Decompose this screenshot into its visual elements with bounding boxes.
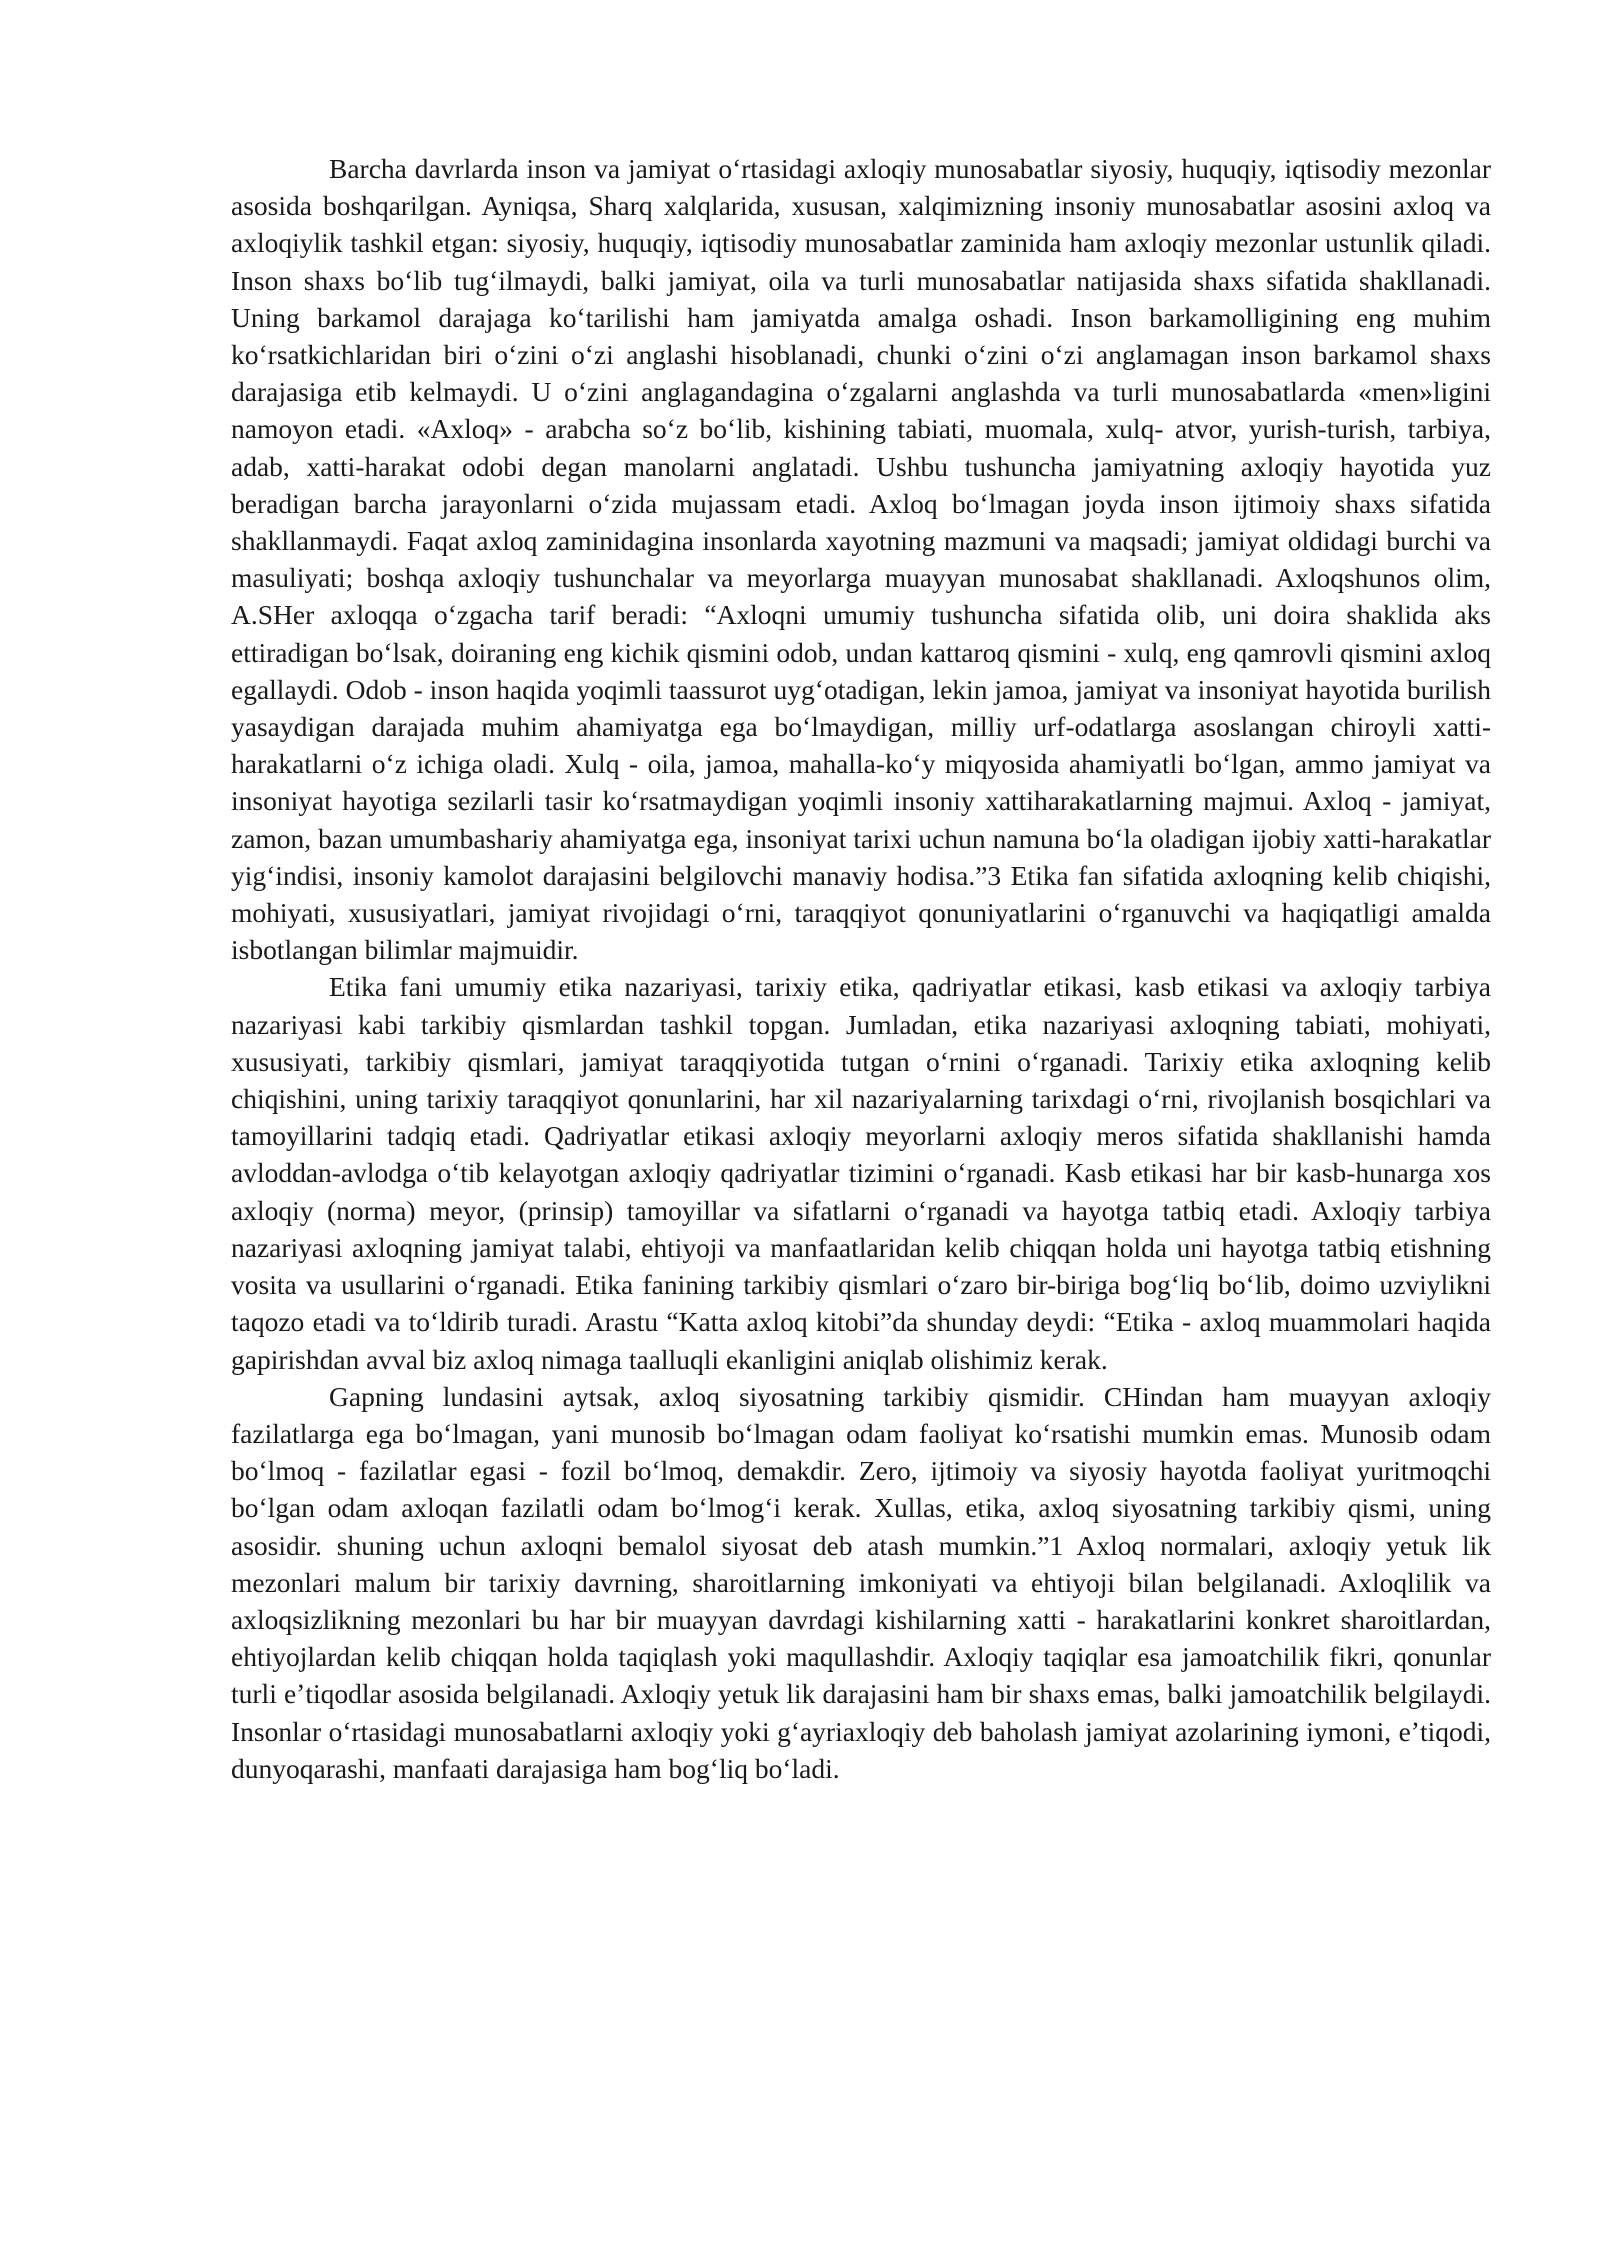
paragraph-3: Gapning lundasini aytsak, axloq siyosatning tarkibiy qismidir. CHindan ham muayyan axloqiy fazilatlarga ega boʻlmagan, yani munosib boʻlmagan odam faoliyat koʻrsatishi mumkin emas. Munosib odam boʻlmoq - fazilatlar egasi - fozil boʻlmoq, demakdir. Zero, ijtimoiy va siyosiy hayotda faoliyat yuritmoqchi boʻlgan odam axloqan fazilatli odam boʻlmogʻi kerak. Xullas, etika, axloq siyosatning tarkibiy qismi, uning asosidir. shuning uchun axloqni bemalol siyosat deb atash mumkin.”1 Axloq normalari, axloqiy yetuk lik mezonlari malum bir tarixiy davrning, sharoitlarning imkoniyati va ehtiyoji bilan belgilanadi. Axloqlilik va axloqsizlikning mezonlari bu har bir muayyan davrdagi kishilarning xatti - harakatlarini konkret sharoitlardan, ehtiyojlardan kelib chiqqan holda taqiqlash yoki maqullashdir. Axloqiy taqiqlar esa jamoatchilik fikri, qonunlar turli eʼtiqodlar asosida belgilanadi. Axloqiy yetuk lik darajasini ham bir shaxs emas, balki jamoatchilik belgilaydi. Insonlar oʻrtasidagi munosabatlarni axloqiy yoki gʻayriaxloqiy deb baholash jamiyat azolarining iymoni, eʼtiqodi, dunyoqarashi, manfaati darajasiga ham bogʻliq boʻladi. (231, 1380, 1491, 1784)
paragraph-1: Barcha davrlarda inson va jamiyat oʻrtasidagi axloqiy munosabatlar siyosiy, huquqiy, iqtisodiy mezonlar asosida boshqarilgan. Ayniqsa, Sharq xalqlarida, xususan, xalqimizning insoniy munosabatlar asosini axloq va axloqiylik tashkil etgan: siyosiy, huquqiy, iqtisodiy munosabatlar zaminida ham axloqiy mezonlar ustunlik qiladi. Inson shaxs boʻlib tugʻilmaydi, balki jamiyat, oila va turli munosabatlar natijasida shaxs sifatida shakllanadi. Uning barkamol darajaga koʻtarilishi ham jamiyatda amalga oshadi. Inson barkamolligining eng muhim koʻrsatkichlaridan biri oʻzini oʻzi anglashi hisoblanadi, chunki oʻzini oʻzi anglamagan inson barkamol shaxs darajasiga etib kelmaydi. U oʻzini anglagandagina oʻzgalarni anglashda va turli munosabatlarda «men»ligini namoyon etadi. «Axloq» - arabcha soʻz boʻlib, kishining tabiati, muomala, xulq- atvor, yurish-turish, tarbiya, adab, xatti-harakat odobi degan manolarni anglatadi. Ushbu tushuncha jamiyatning axloqiy hayotida yuz beradigan barcha jarayonlarni oʻzida mujassam etadi. Axloq boʻlmagan joyda inson ijtimoiy shaxs sifatida shakllanmaydi. Faqat axloq zaminidagina insonlarda xayotning mazmuni va maqsadi; jamiyat oldidagi burchi va masuliyati; boshqa axloqiy tushunchalar va meyorlarga muayyan munosabat shakllanadi. Axloqshunos olim, A.SHer axloqqa oʻzgacha tarif beradi: “Axloqni umumiy tushuncha sifatida olib, uni doira shaklida aks ettiradigan boʻlsak, doiraning eng kichik qismini odob, undan kattaroq qismini - xulq, eng qamrovli qismini axloq egallaydi. Odob - inson haqida yoqimli taassurot uygʻotadigan, lekin jamoa, jamiyat va insoniyat hayotida burilish yasaydigan darajada muhim ahamiyatga ega boʻlmaydigan, milliy urf-odatlarga asoslangan chiroyli xatti-harakatlarni oʻz ichiga oladi. Xulq - oila, jamoa, mahalla-koʻy miqyosida ahamiyatli boʻlgan, ammo jamiyat va insoniyat hayotiga sezilarli tasir koʻrsatmaydigan yoqimli insoniy xattiharakatlarning majmui. Axloq - jamiyat, zamon, bazan umumbashariy ahamiyatga ega, insoniyat tarixi uchun namuna boʻla oladigan ijobiy xatti-harakatlar yigʻindisi, insoniy kamolot darajasini belgilovchi manaviy hodisa.”3 Etika fan sifatida axloqning kelib chiqishi, mohiyati, xususiyatlari, jamiyat rivojidagi oʻrni, taraqqiyot qonuniyatlarini oʻrganuvchi va haqiqatligi amalda isbotlangan bilimlar majmuidir. (231, 153, 1491, 966)
paragraph-2: Etika fani umumiy etika nazariyasi, tarixiy etika, qadriyatlar etikasi, kasb etikasi va axloqiy tarbiya nazariyasi kabi tarkibiy qismlardan tashkil topgan. Jumladan, etika nazariyasi axloqning tabiati, mohiyati, xususiyati, tarkibiy qismlari, jamiyat taraqqiyotida tutgan oʻrnini oʻrganadi. Tarixiy etika axloqning kelib chiqishini, uning tarixiy taraqqiyot qonunlarini, har xil nazariyalarning tarixdagi oʻrni, rivojlanish bosqichlari va tamoyillarini tadqiq etadi. Qadriyatlar etikasi axloqiy meyorlarni axloqiy meros sifatida shakllanishi hamda avloddan-avlodga oʻtib kelayotgan axloqiy qadriyatlar tizimini oʻrganadi. Kasb etikasi har bir kasb-hunarga xos axloqiy (norma) meyor, (prinsip) tamoyillar va sifatlarni oʻrganadi va hayotga tatbiq etadi. Axloqiy tarbiya nazariyasi axloqning jamiyat talabi, ehtiyoji va manfaatlaridan kelib chiqqan holda uni hayotga tatbiq etishning vosita va usullarini oʻrganadi. Etika fanining tarkibiy qismlari oʻzaro bir-biriga bogʻliq boʻlib, doimo uzviylikni taqozo etadi va toʻldirib turadi. Arastu “Katta axloq kitobi”da shunday deydi: “Etika - axloq muammolari haqida gapirishdan avval biz axloq nimaga taalluqli ekanligini aniqlab olishimiz kerak. (231, 971, 1491, 1375)
document-body (231, 150, 1491, 1787)
